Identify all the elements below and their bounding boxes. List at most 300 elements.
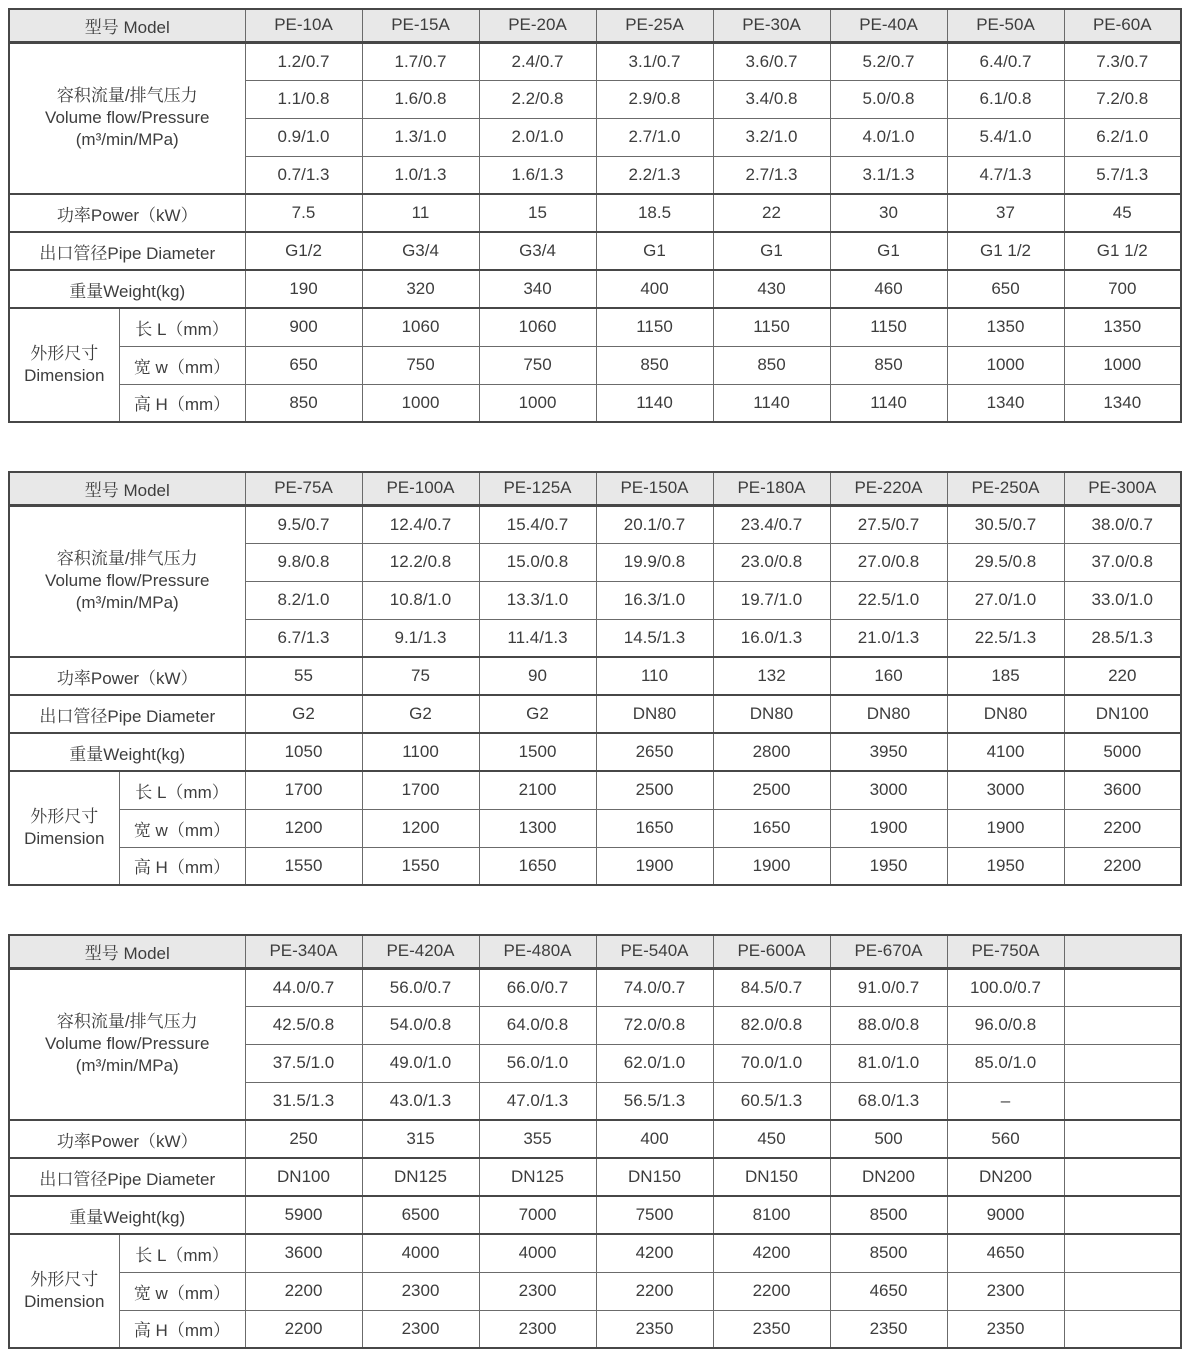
flow-pressure-cell: 9.8/0.8 [245, 543, 362, 581]
weight-cell: 5900 [245, 1196, 362, 1234]
model-column-header: PE-150A [596, 472, 713, 505]
volume-flow-unit: (m³/min/MPa) [75, 1056, 179, 1076]
flow-pressure-cell: 0.9/1.0 [245, 118, 362, 156]
power-label: 功率Power（kW） [9, 1120, 245, 1158]
model-header-row [9, 935, 1181, 968]
dim-height-cell: 2200 [245, 1310, 362, 1348]
pipe-diameter-cell: G1 [713, 232, 830, 270]
dim-length-cell: 2500 [596, 771, 713, 809]
flow-pressure-cell: 5.7/1.3 [1064, 156, 1181, 194]
dim-height-cell: 850 [245, 384, 362, 422]
dim-height-cell: 1950 [830, 847, 947, 885]
power-cell: 55 [245, 657, 362, 695]
flow-pressure-cell: 60.5/1.3 [713, 1082, 830, 1120]
pipe-section [9, 232, 1181, 270]
flow-pressure-cell: 2.7/1.0 [596, 118, 713, 156]
dim-width-cell: 650 [245, 346, 362, 384]
model-header-label: 型号 Model [9, 935, 245, 968]
dim-width-cell: 2200 [1064, 809, 1181, 847]
model-header-label: 型号 Model [9, 9, 245, 42]
flow-pressure-cell [1064, 1044, 1181, 1082]
dim-height-cell: 1140 [713, 384, 830, 422]
power-cell: 315 [362, 1120, 479, 1158]
power-cell: 185 [947, 657, 1064, 695]
model-column-header: PE-30A [713, 9, 830, 42]
flow-pressure-cell: 72.0/0.8 [596, 1006, 713, 1044]
dimension-section [9, 771, 1181, 885]
dim-width-cell: 1000 [1064, 346, 1181, 384]
dim-length-label: 长 L（mm） [119, 1234, 245, 1272]
power-cell: 18.5 [596, 194, 713, 232]
flow-pressure-cell: 15.0/0.8 [479, 543, 596, 581]
dim-width-cell: 4650 [830, 1272, 947, 1310]
power-cell: 220 [1064, 657, 1181, 695]
dim-height-cell [1064, 1310, 1181, 1348]
flow-pressure-cell: 91.0/0.7 [830, 968, 947, 1006]
power-cell [1064, 1120, 1181, 1158]
flow-pressure-cell: 2.2/0.8 [479, 80, 596, 118]
dim-length-cell: 4200 [713, 1234, 830, 1272]
dimension-row [9, 809, 1181, 847]
weight-cell: 430 [713, 270, 830, 308]
weight-section [9, 1196, 1181, 1234]
model-column-header: PE-40A [830, 9, 947, 42]
dim-width-cell [1064, 1272, 1181, 1310]
dim-width-cell: 2200 [596, 1272, 713, 1310]
dim-width-cell: 1000 [947, 346, 1064, 384]
dimension-row [9, 308, 1181, 346]
flow-pressure-cell: 2.7/1.3 [713, 156, 830, 194]
weight-cell: 8500 [830, 1196, 947, 1234]
dim-width-cell: 1900 [947, 809, 1064, 847]
dim-width-cell: 750 [479, 346, 596, 384]
pipe-diameter-label: 出口管径Pipe Diameter [9, 695, 245, 733]
flow-pressure-cell: 16.3/1.0 [596, 581, 713, 619]
dim-length-cell: 1350 [947, 308, 1064, 346]
flow-pressure-cell: 2.2/1.3 [596, 156, 713, 194]
flow-pressure-cell: 43.0/1.3 [362, 1082, 479, 1120]
dim-height-cell: 2300 [362, 1310, 479, 1348]
dim-width-cell: 1300 [479, 809, 596, 847]
power-cell: 11 [362, 194, 479, 232]
flow-pressure-cell: 9.5/0.7 [245, 505, 362, 543]
flow-pressure-cell: 3.1/1.3 [830, 156, 947, 194]
power-cell: 15 [479, 194, 596, 232]
pipe-diameter-cell [1064, 1158, 1181, 1196]
dimension-row [9, 847, 1181, 885]
dim-width-cell: 2200 [245, 1272, 362, 1310]
dim-length-cell: 8500 [830, 1234, 947, 1272]
flow-pressure-cell: 70.0/1.0 [713, 1044, 830, 1082]
pipe-diameter-cell: G2 [479, 695, 596, 733]
power-cell: 450 [713, 1120, 830, 1158]
flow-pressure-cell: 23.4/0.7 [713, 505, 830, 543]
pipe-diameter-cell: DN200 [830, 1158, 947, 1196]
model-header-label: 型号 Model [9, 472, 245, 505]
dim-height-cell: 1950 [947, 847, 1064, 885]
flow-row [9, 505, 1181, 543]
dim-width-cell: 750 [362, 346, 479, 384]
power-label: 功率Power（kW） [9, 194, 245, 232]
dim-length-cell: 1700 [362, 771, 479, 809]
dimension-row [9, 1310, 1181, 1348]
dim-length-label: 长 L（mm） [119, 308, 245, 346]
dim-width-cell: 1650 [713, 809, 830, 847]
dim-width-cell: 850 [596, 346, 713, 384]
volume-flow-label [9, 42, 245, 194]
volume-flow-label-en: Volume flow/Pressure [45, 108, 210, 128]
flow-pressure-cell: 29.5/0.8 [947, 543, 1064, 581]
pipe-diameter-cell: DN125 [362, 1158, 479, 1196]
model-column-header: PE-670A [830, 935, 947, 968]
flow-pressure-cell: 6.2/1.0 [1064, 118, 1181, 156]
dim-width-cell: 2300 [362, 1272, 479, 1310]
model-column-header: PE-300A [1064, 472, 1181, 505]
power-cell: 132 [713, 657, 830, 695]
volume-flow-section [9, 968, 1181, 1120]
weight-cell: 2650 [596, 733, 713, 771]
flow-pressure-cell: 4.0/1.0 [830, 118, 947, 156]
dim-height-cell: 1000 [479, 384, 596, 422]
dimension-label-cn: 外形尺寸 [30, 343, 99, 363]
dimension-label-en: Dimension [24, 366, 105, 385]
power-cell: 160 [830, 657, 947, 695]
dim-height-cell: 2300 [479, 1310, 596, 1348]
spec-table-3 [8, 934, 1182, 1349]
pipe-diameter-cell: DN150 [596, 1158, 713, 1196]
model-column-header: PE-20A [479, 9, 596, 42]
pipe-section [9, 1158, 1181, 1196]
flow-pressure-cell: 56.5/1.3 [596, 1082, 713, 1120]
dim-length-label: 长 L（mm） [119, 771, 245, 809]
dim-length-cell: 3000 [947, 771, 1064, 809]
spec-tables-container [8, 8, 1180, 1349]
flow-pressure-cell: 12.2/0.8 [362, 543, 479, 581]
flow-pressure-cell: 85.0/1.0 [947, 1044, 1064, 1082]
dim-height-cell: 2350 [713, 1310, 830, 1348]
dimension-section [9, 308, 1181, 422]
weight-cell: 700 [1064, 270, 1181, 308]
dim-height-cell: 1900 [713, 847, 830, 885]
dim-height-cell: 1140 [596, 384, 713, 422]
flow-pressure-cell: 21.0/1.3 [830, 619, 947, 657]
weight-cell: 4100 [947, 733, 1064, 771]
pipe-diameter-cell: DN80 [947, 695, 1064, 733]
weight-cell: 460 [830, 270, 947, 308]
dim-width-cell: 2300 [479, 1272, 596, 1310]
flow-pressure-cell: 5.4/1.0 [947, 118, 1064, 156]
volume-flow-section [9, 505, 1181, 657]
dim-length-cell: 900 [245, 308, 362, 346]
flow-pressure-cell [1064, 968, 1181, 1006]
flow-pressure-cell: 3.2/1.0 [713, 118, 830, 156]
spec-table-1 [8, 8, 1182, 423]
dim-height-cell: 1340 [947, 384, 1064, 422]
model-column-header: PE-25A [596, 9, 713, 42]
power-cell: 560 [947, 1120, 1064, 1158]
dim-width-label: 宽 w（mm） [119, 1272, 245, 1310]
model-column-header [1064, 935, 1181, 968]
pipe-diameter-cell: G3/4 [479, 232, 596, 270]
power-cell: 75 [362, 657, 479, 695]
flow-pressure-cell: 8.2/1.0 [245, 581, 362, 619]
volume-flow-label-cn: 容积流量/排气压力 [56, 1011, 198, 1031]
power-cell: 7.5 [245, 194, 362, 232]
flow-pressure-cell: 28.5/1.3 [1064, 619, 1181, 657]
flow-pressure-cell: 22.5/1.3 [947, 619, 1064, 657]
flow-pressure-cell: 42.5/0.8 [245, 1006, 362, 1044]
dim-height-label: 高 H（mm） [119, 1310, 245, 1348]
volume-flow-label [9, 505, 245, 657]
power-cell: 45 [1064, 194, 1181, 232]
dim-length-cell: 1700 [245, 771, 362, 809]
weight-cell: 9000 [947, 1196, 1064, 1234]
dim-length-cell: 3600 [245, 1234, 362, 1272]
dim-height-cell: 2350 [947, 1310, 1064, 1348]
flow-pressure-cell: 82.0/0.8 [713, 1006, 830, 1044]
pipe-diameter-cell: G2 [362, 695, 479, 733]
flow-pressure-cell: 1.3/1.0 [362, 118, 479, 156]
power-cell: 500 [830, 1120, 947, 1158]
volume-flow-label-en: Volume flow/Pressure [45, 571, 210, 591]
weight-cell: 1050 [245, 733, 362, 771]
weight-cell: 5000 [1064, 733, 1181, 771]
power-section [9, 194, 1181, 232]
flow-pressure-cell: 100.0/0.7 [947, 968, 1064, 1006]
flow-pressure-cell: 66.0/0.7 [479, 968, 596, 1006]
weight-cell: 7000 [479, 1196, 596, 1234]
pipe-diameter-cell: DN80 [596, 695, 713, 733]
pipe-diameter-cell: DN100 [245, 1158, 362, 1196]
flow-pressure-cell: 7.2/0.8 [1064, 80, 1181, 118]
model-column-header: PE-250A [947, 472, 1064, 505]
volume-flow-unit: (m³/min/MPa) [75, 130, 179, 150]
flow-pressure-cell: 1.2/0.7 [245, 42, 362, 80]
flow-pressure-cell: 12.4/0.7 [362, 505, 479, 543]
dim-width-cell: 850 [830, 346, 947, 384]
flow-pressure-cell: 62.0/1.0 [596, 1044, 713, 1082]
flow-pressure-cell: 16.0/1.3 [713, 619, 830, 657]
dim-height-cell: 1900 [596, 847, 713, 885]
pipe-diameter-cell: G3/4 [362, 232, 479, 270]
flow-pressure-cell: 56.0/1.0 [479, 1044, 596, 1082]
dimension-label-cn: 外形尺寸 [30, 806, 99, 826]
power-label: 功率Power（kW） [9, 657, 245, 695]
pipe-diameter-cell: DN150 [713, 1158, 830, 1196]
weight-cell: 8100 [713, 1196, 830, 1234]
model-column-header: PE-600A [713, 935, 830, 968]
flow-pressure-cell: 6.7/1.3 [245, 619, 362, 657]
weight-cell: 400 [596, 270, 713, 308]
dim-length-cell: 1150 [713, 308, 830, 346]
flow-pressure-cell: 9.1/1.3 [362, 619, 479, 657]
flow-pressure-cell: 27.5/0.7 [830, 505, 947, 543]
pipe-diameter-cell: G1 [830, 232, 947, 270]
model-column-header: PE-220A [830, 472, 947, 505]
power-cell: 30 [830, 194, 947, 232]
volume-flow-label [9, 968, 245, 1120]
dim-height-cell: 1000 [362, 384, 479, 422]
weight-label: 重量Weight(kg) [9, 733, 245, 771]
model-column-header: PE-125A [479, 472, 596, 505]
flow-row [9, 968, 1181, 1006]
flow-pressure-cell: 81.0/1.0 [830, 1044, 947, 1082]
pipe-diameter-cell: DN80 [713, 695, 830, 733]
power-section [9, 1120, 1181, 1158]
flow-pressure-cell: 13.3/1.0 [479, 581, 596, 619]
weight-cell: 6500 [362, 1196, 479, 1234]
dim-width-label: 宽 w（mm） [119, 346, 245, 384]
weight-section [9, 270, 1181, 308]
volume-flow-label-cn: 容积流量/排气压力 [56, 85, 198, 105]
power-cell: 37 [947, 194, 1064, 232]
dim-height-cell: 2350 [830, 1310, 947, 1348]
flow-pressure-cell: – [947, 1082, 1064, 1120]
volume-flow-label-cn: 容积流量/排气压力 [56, 548, 198, 568]
flow-pressure-cell: 1.6/0.8 [362, 80, 479, 118]
flow-pressure-cell: 2.4/0.7 [479, 42, 596, 80]
weight-section [9, 733, 1181, 771]
dim-height-label: 高 H（mm） [119, 847, 245, 885]
dim-height-label: 高 H（mm） [119, 384, 245, 422]
flow-pressure-cell: 4.7/1.3 [947, 156, 1064, 194]
dim-height-cell: 1340 [1064, 384, 1181, 422]
volume-flow-section [9, 42, 1181, 194]
flow-pressure-cell: 6.4/0.7 [947, 42, 1064, 80]
pipe-diameter-cell: DN80 [830, 695, 947, 733]
dim-length-cell: 4000 [362, 1234, 479, 1272]
flow-pressure-cell: 44.0/0.7 [245, 968, 362, 1006]
dim-width-cell: 1650 [596, 809, 713, 847]
model-column-header: PE-75A [245, 472, 362, 505]
flow-pressure-cell: 20.1/0.7 [596, 505, 713, 543]
flow-pressure-cell: 3.4/0.8 [713, 80, 830, 118]
pipe-diameter-cell: DN100 [1064, 695, 1181, 733]
flow-pressure-cell: 31.5/1.3 [245, 1082, 362, 1120]
flow-pressure-cell: 68.0/1.3 [830, 1082, 947, 1120]
dim-width-cell: 2200 [713, 1272, 830, 1310]
dim-width-cell: 1200 [362, 809, 479, 847]
dim-width-cell: 850 [713, 346, 830, 384]
dimension-row [9, 384, 1181, 422]
flow-pressure-cell: 15.4/0.7 [479, 505, 596, 543]
flow-pressure-cell [1064, 1082, 1181, 1120]
flow-pressure-cell: 3.1/0.7 [596, 42, 713, 80]
dim-height-cell: 2200 [1064, 847, 1181, 885]
flow-pressure-cell: 14.5/1.3 [596, 619, 713, 657]
pipe-diameter-cell: G2 [245, 695, 362, 733]
flow-pressure-cell: 37.0/0.8 [1064, 543, 1181, 581]
flow-pressure-cell: 1.6/1.3 [479, 156, 596, 194]
pipe-diameter-label: 出口管径Pipe Diameter [9, 1158, 245, 1196]
flow-pressure-cell: 0.7/1.3 [245, 156, 362, 194]
dimension-label [9, 308, 119, 422]
power-cell: 90 [479, 657, 596, 695]
flow-pressure-cell: 23.0/0.8 [713, 543, 830, 581]
flow-pressure-cell: 49.0/1.0 [362, 1044, 479, 1082]
flow-pressure-cell: 88.0/0.8 [830, 1006, 947, 1044]
power-cell: 400 [596, 1120, 713, 1158]
dimension-row [9, 346, 1181, 384]
pipe-diameter-cell: G1 1/2 [1064, 232, 1181, 270]
flow-pressure-cell: 33.0/1.0 [1064, 581, 1181, 619]
flow-pressure-cell: 64.0/0.8 [479, 1006, 596, 1044]
weight-cell: 320 [362, 270, 479, 308]
model-column-header: PE-50A [947, 9, 1064, 42]
weight-cell: 1500 [479, 733, 596, 771]
model-header-row [9, 9, 1181, 42]
model-column-header: PE-100A [362, 472, 479, 505]
flow-pressure-cell: 7.3/0.7 [1064, 42, 1181, 80]
flow-pressure-cell: 6.1/0.8 [947, 80, 1064, 118]
spec-table-2 [8, 471, 1182, 886]
flow-pressure-cell: 27.0/0.8 [830, 543, 947, 581]
dimension-label-en: Dimension [24, 829, 105, 848]
power-cell: 110 [596, 657, 713, 695]
flow-pressure-cell: 1.0/1.3 [362, 156, 479, 194]
pipe-diameter-label: 出口管径Pipe Diameter [9, 232, 245, 270]
dim-length-cell: 1060 [362, 308, 479, 346]
model-column-header: PE-10A [245, 9, 362, 42]
dim-height-cell: 1550 [245, 847, 362, 885]
dim-height-cell: 1140 [830, 384, 947, 422]
dim-height-cell: 2350 [596, 1310, 713, 1348]
flow-pressure-cell: 96.0/0.8 [947, 1006, 1064, 1044]
dim-length-cell: 1150 [596, 308, 713, 346]
weight-label: 重量Weight(kg) [9, 1196, 245, 1234]
pipe-diameter-cell: DN125 [479, 1158, 596, 1196]
weight-cell: 340 [479, 270, 596, 308]
flow-pressure-cell: 10.8/1.0 [362, 581, 479, 619]
flow-pressure-cell: 5.2/0.7 [830, 42, 947, 80]
weight-cell: 190 [245, 270, 362, 308]
dim-width-cell: 1200 [245, 809, 362, 847]
flow-pressure-cell: 2.0/1.0 [479, 118, 596, 156]
flow-pressure-cell: 38.0/0.7 [1064, 505, 1181, 543]
model-column-header: PE-480A [479, 935, 596, 968]
flow-pressure-cell: 11.4/1.3 [479, 619, 596, 657]
volume-flow-unit: (m³/min/MPa) [75, 593, 179, 613]
dim-length-cell: 3000 [830, 771, 947, 809]
flow-pressure-cell: 74.0/0.7 [596, 968, 713, 1006]
model-header-row [9, 472, 1181, 505]
model-column-header: PE-340A [245, 935, 362, 968]
dim-height-cell: 1650 [479, 847, 596, 885]
model-column-header: PE-180A [713, 472, 830, 505]
dim-length-cell [1064, 1234, 1181, 1272]
flow-pressure-cell: 84.5/0.7 [713, 968, 830, 1006]
weight-cell: 7500 [596, 1196, 713, 1234]
dimension-label [9, 1234, 119, 1348]
dim-length-cell: 2500 [713, 771, 830, 809]
model-column-header: PE-750A [947, 935, 1064, 968]
flow-pressure-cell: 56.0/0.7 [362, 968, 479, 1006]
dimension-row [9, 1234, 1181, 1272]
dim-length-cell: 1150 [830, 308, 947, 346]
dimension-label-cn: 外形尺寸 [30, 1269, 99, 1289]
pipe-diameter-cell: G1/2 [245, 232, 362, 270]
weight-cell: 1100 [362, 733, 479, 771]
flow-pressure-cell: 19.9/0.8 [596, 543, 713, 581]
dim-height-cell: 1550 [362, 847, 479, 885]
pipe-section [9, 695, 1181, 733]
dimension-label-en: Dimension [24, 1292, 105, 1311]
dim-length-cell: 4200 [596, 1234, 713, 1272]
weight-cell: 650 [947, 270, 1064, 308]
model-column-header: PE-60A [1064, 9, 1181, 42]
power-cell: 22 [713, 194, 830, 232]
power-cell: 355 [479, 1120, 596, 1158]
